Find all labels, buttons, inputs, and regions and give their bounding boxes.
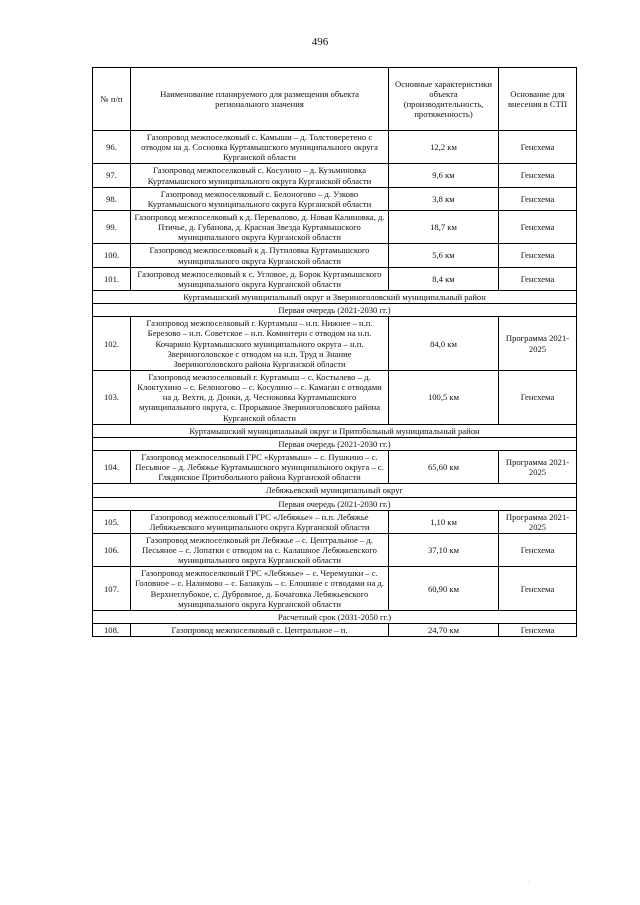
table-header-row: [93, 68, 577, 131]
table-row: [93, 317, 577, 371]
section-heading: Первая очередь (2021-2030 гг.): [93, 437, 577, 450]
section-heading: Расчетный срок (2031-2050 гг.): [93, 610, 577, 623]
row-number: 106.: [93, 533, 131, 566]
table-row: [93, 624, 577, 637]
object-name: Газопровод межпоселковый рп Лебяжье – с. Центральное – д. Песьяное – с. Лопатки с отводом на с. Калашное Лебяжьевского муниципального округа Курганской области: [131, 533, 389, 566]
table-row: [93, 210, 577, 243]
section-row: [93, 437, 577, 450]
object-length: 65,60 км: [389, 450, 499, 483]
section-heading: Первая очередь (2021-2030 гг.): [93, 497, 577, 510]
inclusion-basis: Генсхема: [499, 164, 577, 187]
table-body: [93, 131, 577, 637]
row-number: 96.: [93, 131, 131, 164]
object-name: Газопровод межпоселковый г. Куртамыш – н.п. Нижнее – н.п. Березово – н.п. Советское – н.п. Коминтерн с отводом на н.п. Кочарино Куртамышского муниципального округа – н.п. Звериноголовское с отводом на н.п. Труд и Знание Звериноголовского района Курганской области: [131, 317, 389, 371]
object-length: 60,90 км: [389, 567, 499, 611]
inclusion-basis: Генсхема: [499, 533, 577, 566]
row-number: 102.: [93, 317, 131, 371]
inclusion-basis: Генсхема: [499, 567, 577, 611]
inclusion-basis: Генсхема: [499, 370, 577, 424]
inclusion-basis: Программа 2021-2025: [499, 317, 577, 371]
section-row: [93, 484, 577, 497]
inclusion-basis: Генсхема: [499, 210, 577, 243]
section-row: [93, 497, 577, 510]
object-name: Газопровод межпоселковый к д. Перевалово, д. Новая Калиновка, д. Птичье, д. Губанова, д. Красная Звезда Куртамышского муниципального округа Курганской области: [131, 210, 389, 243]
row-number: 105.: [93, 510, 131, 533]
object-name: Газопровод межпоселковый с. Белоногово – д. Узково Куртамышского муниципального округа Курганской области: [131, 187, 389, 210]
table-row: [93, 567, 577, 611]
row-number: 99.: [93, 210, 131, 243]
object-name: Газопровод межпоселковый ГРС «Куртамыш» – с. Пушкино – с. Песьяное – д. Лебяжье Куртамышского муниципального округа – с. Глядянское Притобольного района Курганской области: [131, 450, 389, 483]
table-row: [93, 187, 577, 210]
table-row: [93, 131, 577, 164]
object-length: 12,2 км: [389, 131, 499, 164]
row-number: 107.: [93, 567, 131, 611]
object-name: Газопровод межпоселковый с. Центральное – п.: [131, 624, 389, 637]
inclusion-basis: Генсхема: [499, 187, 577, 210]
object-length: 9,6 км: [389, 164, 499, 187]
object-length: 8,4 км: [389, 267, 499, 290]
section-row: [93, 304, 577, 317]
inclusion-basis: Генсхема: [499, 267, 577, 290]
row-number: 100.: [93, 244, 131, 267]
inclusion-basis: Генсхема: [499, 131, 577, 164]
object-length: 37,10 км: [389, 533, 499, 566]
object-name: Газопровод межпоселковый ГРС «Лебяжье» – н.п. Лебяжье Лебяжьевского муниципального округа Курганской области: [131, 510, 389, 533]
header-characteristics: Основные характеристики объекта (производительность, протяженность): [389, 68, 499, 131]
row-number: 98.: [93, 187, 131, 210]
page-number: 496: [311, 36, 329, 48]
object-length: 24,70 км: [389, 624, 499, 637]
section-heading: Лебяжьевский муниципальный округ: [93, 484, 577, 497]
row-number: 104.: [93, 450, 131, 483]
table-row: [93, 533, 577, 566]
infrastructure-table: [92, 67, 577, 637]
object-length: 5,6 км: [389, 244, 499, 267]
section-heading: Первая очередь (2021-2030 гг.): [93, 304, 577, 317]
object-name: Газопровод межпоселковый к д. Путиловка Куртамышского муниципального округа Курганской области: [131, 244, 389, 267]
table-row: [93, 450, 577, 483]
inclusion-basis: Программа 2021-2025: [499, 510, 577, 533]
object-name: Газопровод межпоселковый г. Куртамыш – с. Костылево – д. Клоктухино – с. Белоногово – с. Косулино – с. Камаган с отводами на д. Вехти, д. Донки, д. Чесноковка Куртамышского муниципального округа, с. Прорывное Звериноголовского района Курганской области: [131, 370, 389, 424]
object-length: 1,10 км: [389, 510, 499, 533]
table-row: [93, 510, 577, 533]
table-row: [93, 370, 577, 424]
row-number: 101.: [93, 267, 131, 290]
section-row: [93, 424, 577, 437]
object-name: Газопровод межпоселковый с. Камыши – д. Толстоверетено с отводом на д. Сосновка Куртамышского муниципального округа Курганской области: [131, 131, 389, 164]
inclusion-basis: Генсхема: [499, 244, 577, 267]
inclusion-basis: Генсхема: [499, 624, 577, 637]
table-row: [93, 244, 577, 267]
header-basis: Основание для внесения в СТП: [499, 68, 577, 131]
header-name: Наименование планируемого для размещения объекта регионального значения: [131, 68, 389, 131]
header-num: № п/п: [93, 68, 131, 131]
row-number: 97.: [93, 164, 131, 187]
object-name: Газопровод межпоселковый с. Косулино – д. Кузьминовка Куртамышского муниципального округа Курганской области: [131, 164, 389, 187]
section-heading: Куртамышский муниципальный округ и Притобольный муниципальный район: [93, 424, 577, 437]
object-name: Газопровод межпоселковый ГРС «Лебяжье» – с. Черемушки – с. Головное – с. Налимово – с. Балакуль – с. Елошное с отводами на д. Верхнеглубокое, с. Дубровное, д. Бочаговка Лебяжьевского муниципального округа Курганской области: [131, 567, 389, 611]
section-row: [93, 290, 577, 303]
row-number: 108.: [93, 624, 131, 637]
object-name: Газопровод межпоселковый к с. Угловое, д. Борок Куртамышского муниципального округа Курганской области: [131, 267, 389, 290]
section-row: [93, 610, 577, 623]
object-length: 84,0 км: [389, 317, 499, 371]
scan-mark: ·: [528, 880, 530, 886]
section-heading: Куртамышский муниципальный округ и Звериноголовский муниципальный район: [93, 290, 577, 303]
object-length: 3,8 км: [389, 187, 499, 210]
table-row: [93, 164, 577, 187]
object-length: 100,5 км: [389, 370, 499, 424]
inclusion-basis: Программа 2021-2025: [499, 450, 577, 483]
table-row: [93, 267, 577, 290]
object-length: 18,7 км: [389, 210, 499, 243]
row-number: 103.: [93, 370, 131, 424]
